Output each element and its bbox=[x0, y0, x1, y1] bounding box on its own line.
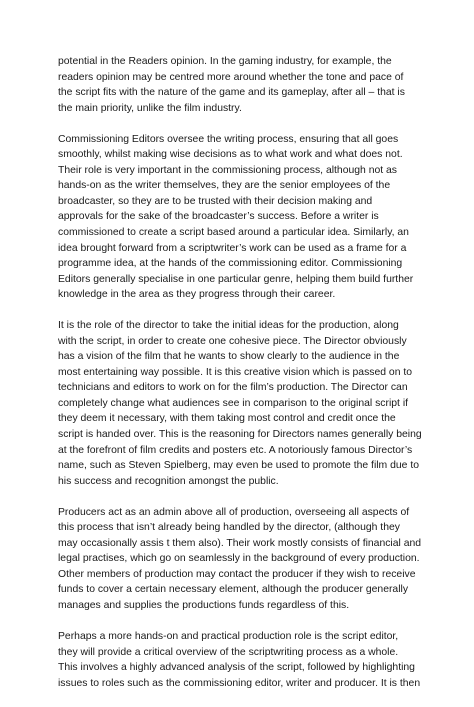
text-line: Editors generally specialise in one particular genre, helping them build further bbox=[58, 273, 414, 285]
text-line: broadcaster, so they are to be trusted with their decision making and bbox=[58, 195, 373, 207]
text-line: readers opinion may be centred more around whether the tone and pace of bbox=[58, 71, 404, 83]
text-line: Commissioning Editors oversee the writing process, ensuring that all goes bbox=[58, 133, 399, 145]
text-line: they will provide a critical overview of the scriptwriting process as a whole. bbox=[58, 646, 399, 658]
text-line: approvals for the sake of the broadcaster’s success. Before a writer is bbox=[58, 211, 379, 223]
text-line: at the forefront of film credits and posters etc. A notoriously famous Director’s bbox=[58, 444, 413, 456]
text-line: the script fits with the nature of the game and its gameplay, after all – that is bbox=[58, 87, 405, 99]
text-line: Producers act as an admin above all of production, overseeing all aspects of bbox=[58, 506, 410, 518]
paragraph-readers-opinion bbox=[58, 54, 420, 116]
text-line: funds to cover a certain necessary element, although the producer generally bbox=[58, 584, 409, 596]
text-line: his success and recognition amongst the public. bbox=[58, 475, 279, 487]
text-line: Their role is very important in the commissioning process, although not as bbox=[58, 164, 398, 176]
text-line: the main priority, unlike the film industry. bbox=[58, 102, 242, 114]
document-body bbox=[58, 54, 420, 707]
text-line: this process that isn’t already being handled by the director, (although they bbox=[58, 522, 400, 534]
text-line: Other members of production may contact the producer if they wish to receive bbox=[58, 568, 416, 580]
text-line: commissioned to create a script based around a particular idea. Similarly, an bbox=[58, 226, 409, 238]
text-line: idea brought forward from a scriptwriter’s work can be used as a frame for a bbox=[58, 242, 407, 254]
text-line: Perhaps a more hands-on and practical production role is the script editor, bbox=[58, 631, 399, 643]
text-line: completely change what audiences see in comparison to the original script if bbox=[58, 397, 409, 409]
text-line: It is the role of the director to take the initial ideas for the production, along bbox=[58, 320, 399, 332]
text-line: manages and supplies the productions funds regardless of this. bbox=[58, 600, 350, 611]
paragraph-director-role bbox=[58, 318, 420, 489]
text-line: programme idea, at the hands of the commissioning editor. Commissioning bbox=[58, 258, 403, 270]
paragraph-producers bbox=[58, 505, 420, 614]
paragraph-commissioning-editors bbox=[58, 132, 420, 303]
text-line: may occasionally assis t them also). Their work mostly consists of financial and bbox=[58, 537, 422, 549]
text-line: with the script, in order to create one cohesive piece. The Director obviously bbox=[58, 335, 407, 347]
text-line: issues to roles such as the commissioning editor, writer and producer. It is then bbox=[58, 677, 421, 689]
text-line: has a vision of the film that he wants to show clearly to the audience in the bbox=[58, 351, 400, 363]
text-line: hands-on as the writer themselves, they are the senior employees of the bbox=[58, 180, 391, 192]
text-line: they deem it necessary, with them taking most control and credit once the bbox=[58, 413, 396, 425]
text-line: knowledge in the area as they progress through their career. bbox=[58, 289, 336, 301]
text-line: legal practises, which go on seamlessly in the background of every production. bbox=[58, 553, 420, 565]
paragraph-script-editor bbox=[58, 629, 420, 691]
text-line: potential in the Readers opinion. In the gaming industry, for example, the bbox=[58, 56, 392, 67]
text-line: script is handed over. This is the reasoning for Directors names generally being bbox=[58, 429, 422, 441]
text-line: smoothly, whilst making wise decisions as to what work and what does not. bbox=[58, 149, 403, 161]
text-line: technicians and editors to work on for the film’s production. The Director can bbox=[58, 382, 408, 394]
text-line: This involves a highly advanced analysis of the script, followed by highlighting bbox=[58, 662, 415, 674]
text-line: name, such as Steven Spielberg, may even be used to promote the film due to bbox=[58, 460, 419, 472]
text-line: most entertaining way possible. It is this creative vision which is passed on to bbox=[58, 366, 413, 378]
